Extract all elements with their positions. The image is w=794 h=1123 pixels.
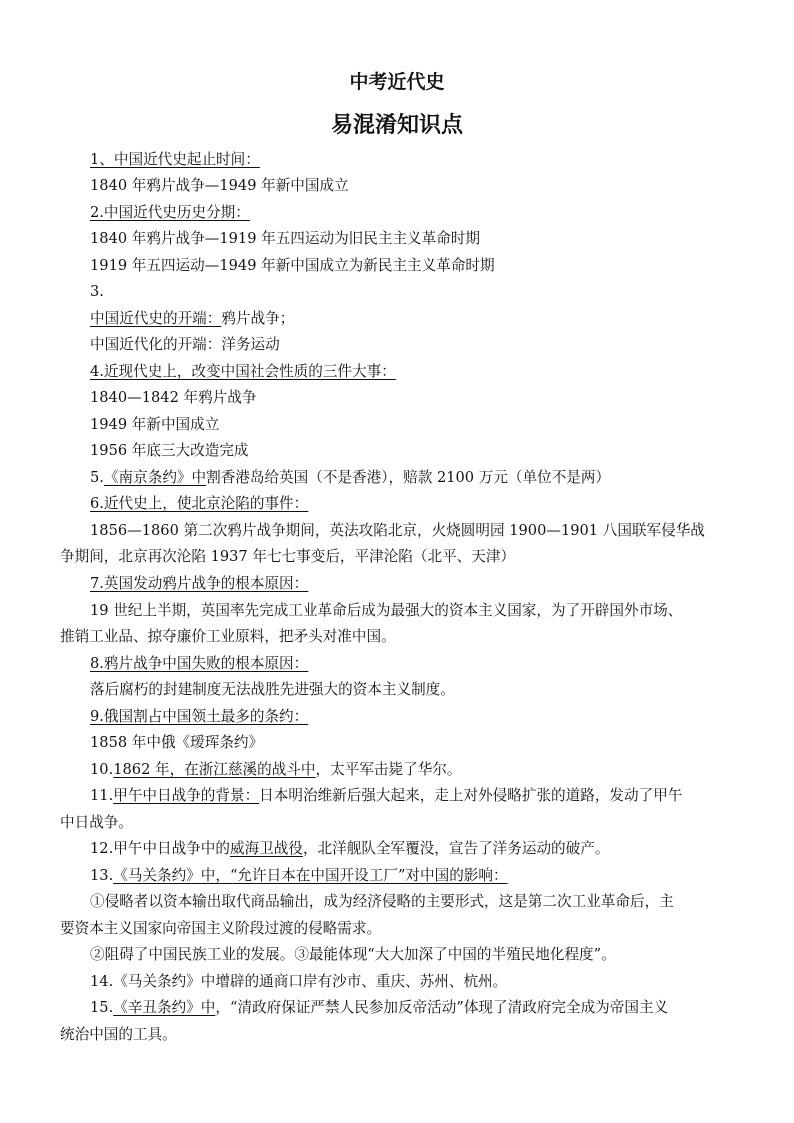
underlined-text: 《辛丑条约》中 [113,999,216,1016]
plain-text: 12.甲午中日战争中的 [90,840,230,857]
underlined-text: 甲午中日战争的背景： [113,787,260,804]
item-13-line: 要资本主义国家向帝国主义阶段过渡的侵略需求。 [60,920,382,937]
item-2-line: 1919 年五四运动—1949 年新中国成立为新民主主义革命时期 [90,257,495,274]
item-13-line: ②阻碍了中国民族工业的发展。③最能体现“大大加深了中国的半殖民地化程度”。 [90,946,616,963]
item-2-heading [90,203,250,223]
underlined-text: 中国近代史的开端： [90,310,222,327]
item-13-line: ①侵略者以资本输出取代商品输出，成为经济侵略的主要形式，这是第二次工业革命后，主 [90,893,674,910]
underlined-text: 4.近现代史上，改变中国社会性质的三件大事： [90,363,396,380]
item-number: 10. [90,761,114,778]
item-7-heading [90,574,308,594]
item-2-line: 1840 年鸦片战争—1919 年五四运动为旧民主主义革命时期 [90,230,481,247]
underlined-text: 威海卫战役 [229,840,303,857]
underlined-text: 《马关条约》中，“允许日本在中国开设工厂”对中国的影响： [113,867,508,884]
plain-text: ，北洋舰队全军覆没，宣告了洋务运动的破产。 [302,840,610,857]
item-14-line: 14.《马关条约》中增辟的通商口岸有沙市、重庆、苏州、杭州。 [90,973,508,990]
underlined-text: 7.英国发动鸦片战争的根本原因： [90,575,309,592]
item-4-line: 1956 年底三大改造完成 [90,442,249,459]
item-5-line [90,468,610,488]
item-3-line: 中国近代化的开端：洋务运动 [90,336,280,353]
plain-text: ，太平军击毙了华尔。 [315,761,462,778]
plain-text: 鸦片战争； [221,310,295,327]
item-8-heading [90,654,308,674]
underlined-text: 6.近代史上，使北京沦陷的事件： [90,495,309,512]
plain-text: 日本明治维新后强大起来，走上对外侵略扩张的道路，发动了甲午 [259,787,683,804]
item-15-line: 统治中国的工具。 [60,1026,177,1043]
underlined-text: 8.鸦片战争中国失败的根本原因： [90,655,309,672]
item-7-line: 19 世纪上半期，英国率先完成工业革命后成为最强大的资本主义国家，为了开辟国外市场、 [90,602,683,619]
item-13-heading [90,866,508,886]
item-number: 15. [90,999,114,1016]
item-8-line: 落后腐朽的封建制度无法战胜先进强大的资本主义制度。 [90,681,455,698]
item-6-line: 1856—1860 第二次鸦片战争期间，英法攻陷北京，火烧圆明园 1900—1901 八国联军侵华战 [90,522,705,539]
underlined-text: 2.中国近代史历史分期： [90,204,250,221]
underlined-text: 1862 年，在浙江慈溪的战斗中 [113,761,316,778]
plain-text: 割香港岛给英国（不是香港），赔款 2100 万元（单位不是两） [206,469,611,486]
item-number: 13. [90,867,114,884]
item-3-number: 3. [90,283,104,300]
item-4-line: 1949 年新中国成立 [90,416,220,433]
item-1-line: 1840 年鸦片战争—1949 年新中国成立 [90,177,349,194]
item-number: 5. [90,469,104,486]
item-1-heading [90,150,260,170]
item-9-heading [90,707,308,727]
item-number: 11. [90,787,114,804]
item-15-line [90,998,668,1018]
item-9-line: 1858 年中俄《瑷珲条约》 [90,734,264,751]
item-10-line [90,760,461,780]
underlined-text: 9.俄国割占中国领土最多的条约： [90,708,309,725]
item-11-line [90,786,682,806]
item-12-line [90,839,609,859]
item-7-line: 推销工业品、掠夺廉价工业原料，把矛头对准中国。 [60,628,396,645]
item-6-heading [90,494,308,514]
item-3-line [90,309,294,329]
item-6-line: 争期间，北京再次沦陷 1937 年七七事变后，平津沦陷（北平、天津） [60,548,516,565]
underlined-text: 《南京条约》中 [103,469,207,486]
underlined-text: 1、中国近代史起止时间： [90,151,260,168]
document-subtitle: 易混淆知识点 [330,113,463,138]
item-11-line: 中日战争。 [60,814,133,831]
item-4-heading [90,362,396,382]
item-4-line: 1840—1842 年鸦片战争 [90,389,257,406]
document-title: 中考近代史 [349,71,445,93]
plain-text: ，“清政府保证严禁人民参加反帝活动”体现了清政府完全成为帝国主义 [215,999,669,1016]
